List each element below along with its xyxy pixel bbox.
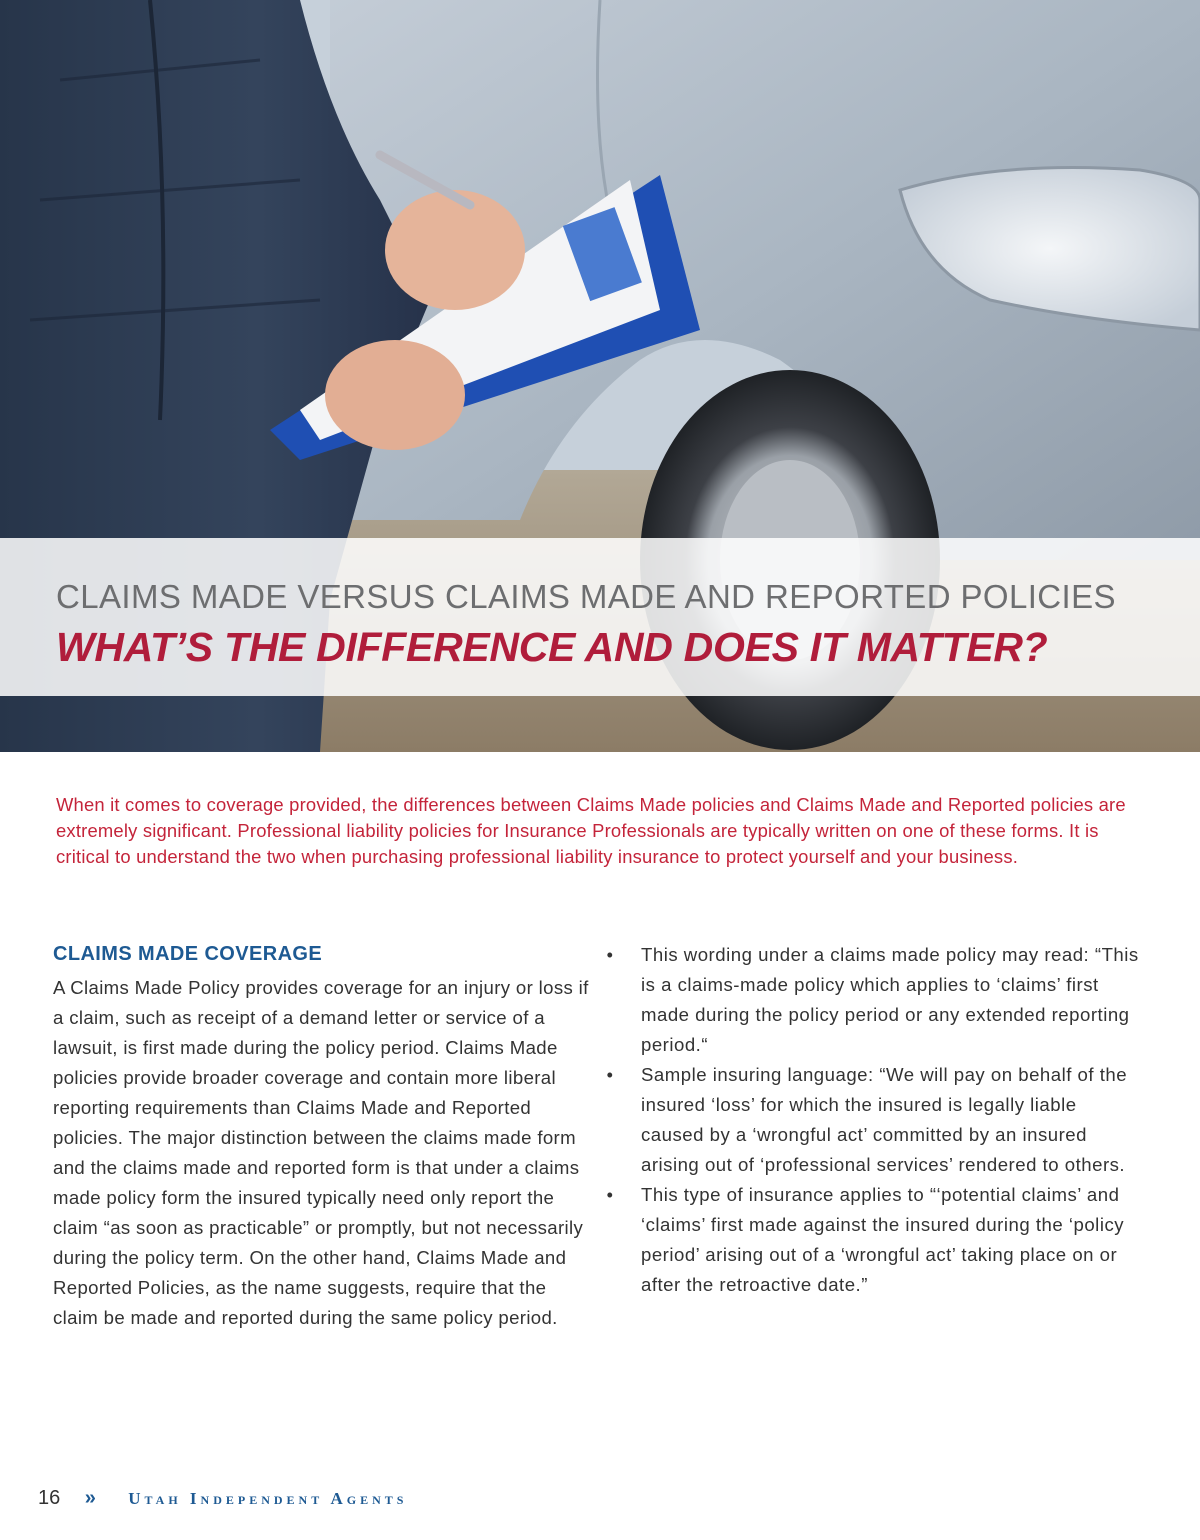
article-supertitle: CLAIMS MADE VERSUS CLAIMS MADE AND REPORTED POLICIES <box>56 578 1116 615</box>
list-item-text: This type of insurance applies to “‘potential claims’ and ‘claims’ first made against the insured during the ‘policy period’ arising out of a ‘wrongful act’ taking place on or after the retroactive date.” <box>641 1184 1125 1295</box>
title-band <box>0 538 1200 696</box>
bullet-icon: • <box>606 945 614 965</box>
list-item-text: Sample insuring language: “We will pay on behalf of the insured ‘loss’ for which the insured is legally liable caused by a ‘wrongful act’ committed by an insured arising out of ‘professional services’ rendered to others. <box>641 1064 1128 1175</box>
bullet-icon: • <box>606 1185 614 1205</box>
list-item <box>604 1180 1144 1300</box>
intro-paragraph: When it comes to coverage provided, the differences between Claims Made policies and Claims Made and Reported policies are extremely significant. Professional liability policies for Insurance Professionals are typically written on one of these forms. It is critical to understand the two when purchasing professional liability insurance to protect yourself and your business. <box>56 794 1126 867</box>
page-number: 16 <box>38 1487 61 1509</box>
list-item <box>604 940 1144 1060</box>
section-paragraph: A Claims Made Policy provides coverage for an injury or loss if a claim, such as receipt of a demand letter or service of a lawsuit, is first made during the policy period. Claims Made policies provide broader coverage and contain more liberal reporting requirements than Claims Made and Reported policies. The major distinction between the claims made form and the claims made and reported form is that under a claims made policy form the insured typically need only report the claim “as soon as practicable” or promptly, but not necessarily during the policy term. On the other hand, Claims Made and Reported Policies, as the name suggests, require that the claim be made and reported during the same policy period. <box>53 977 589 1328</box>
page-footer <box>38 1487 407 1517</box>
bullet-icon: • <box>606 1065 614 1085</box>
publication-name: Utah Independent Agents <box>128 1488 408 1508</box>
section-heading: CLAIMS MADE COVERAGE <box>53 943 323 965</box>
left-column <box>53 941 593 1333</box>
article-title: WHAT’S THE DIFFERENCE AND DOES IT MATTER? <box>56 624 1048 670</box>
bullet-list <box>604 940 1144 1300</box>
double-chevron-icon: » <box>84 1487 96 1509</box>
list-item-text: This wording under a claims made policy may read: “This is a claims-made policy which applies to ‘claims’ first made during the policy period or any extended reporting period.“ <box>641 944 1139 1055</box>
list-item <box>604 1060 1144 1180</box>
